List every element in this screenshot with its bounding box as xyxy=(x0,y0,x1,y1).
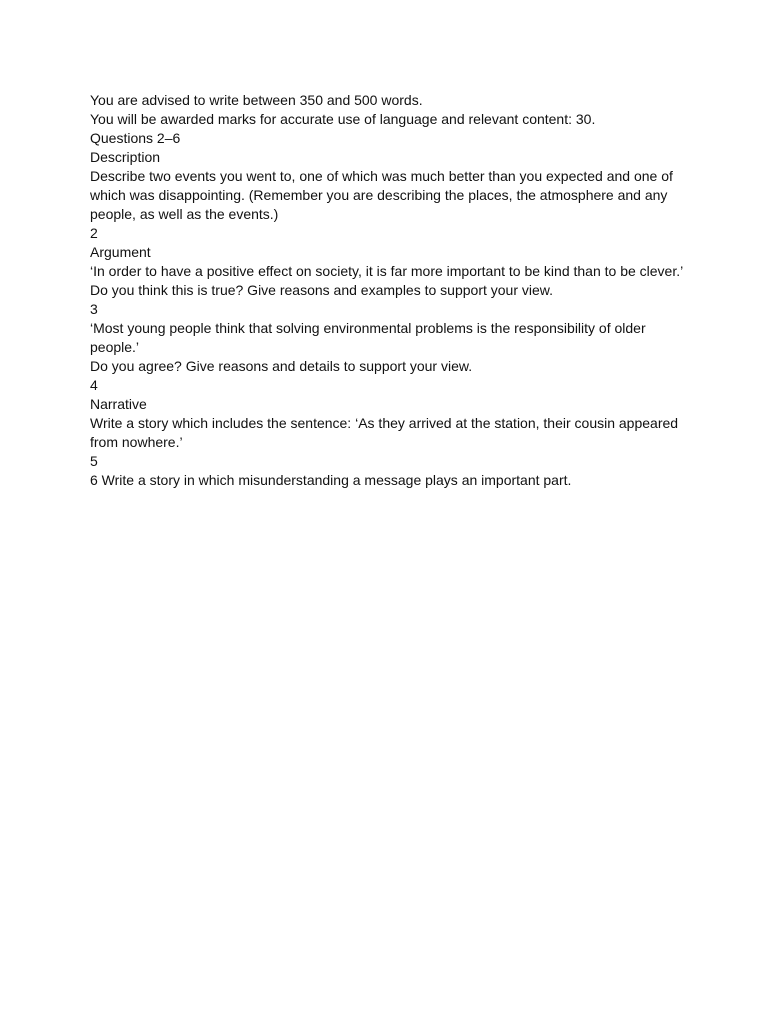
question-number-4: 4 xyxy=(90,377,98,393)
questions-heading: Questions 2–6 xyxy=(90,130,181,146)
marks-info: You will be awarded marks for accurate use of language and relevant content: 30. xyxy=(90,111,596,127)
argument-quote-1: ‘In order to have a positive effect on society, it is far more important to be kind than to be clever.’ xyxy=(90,263,684,279)
question-number-3: 3 xyxy=(90,301,98,317)
section-narrative-heading: Narrative xyxy=(90,396,147,412)
question-number-2: 2 xyxy=(90,225,98,241)
argument-prompt-1: Do you think this is true? Give reasons and examples to support your view. xyxy=(90,282,554,298)
argument-prompt-2: Do you agree? Give reasons and details to support your view. xyxy=(90,358,473,374)
question-number-5: 5 xyxy=(90,453,98,469)
document-page xyxy=(90,91,690,490)
narrative-prompt-1: Write a story which includes the sentence: ‘As they arrived at the station, their cousin appeared from nowhere.’ xyxy=(90,415,679,450)
section-description-heading: Description xyxy=(90,149,161,165)
description-prompt: Describe two events you went to, one of which was much better than you expected and one of which was disappointing. (Remember you are describing the places, the atmosphere and any people, as well as the events.) xyxy=(90,168,673,222)
section-argument-heading: Argument xyxy=(90,244,151,260)
narrative-prompt-2: 6 Write a story in which misunderstanding a message plays an important part. xyxy=(90,472,572,488)
word-count-advice: You are advised to write between 350 and 500 words. xyxy=(90,92,423,108)
argument-quote-2: ‘Most young people think that solving environmental problems is the responsibility of older people.’ xyxy=(90,320,646,355)
